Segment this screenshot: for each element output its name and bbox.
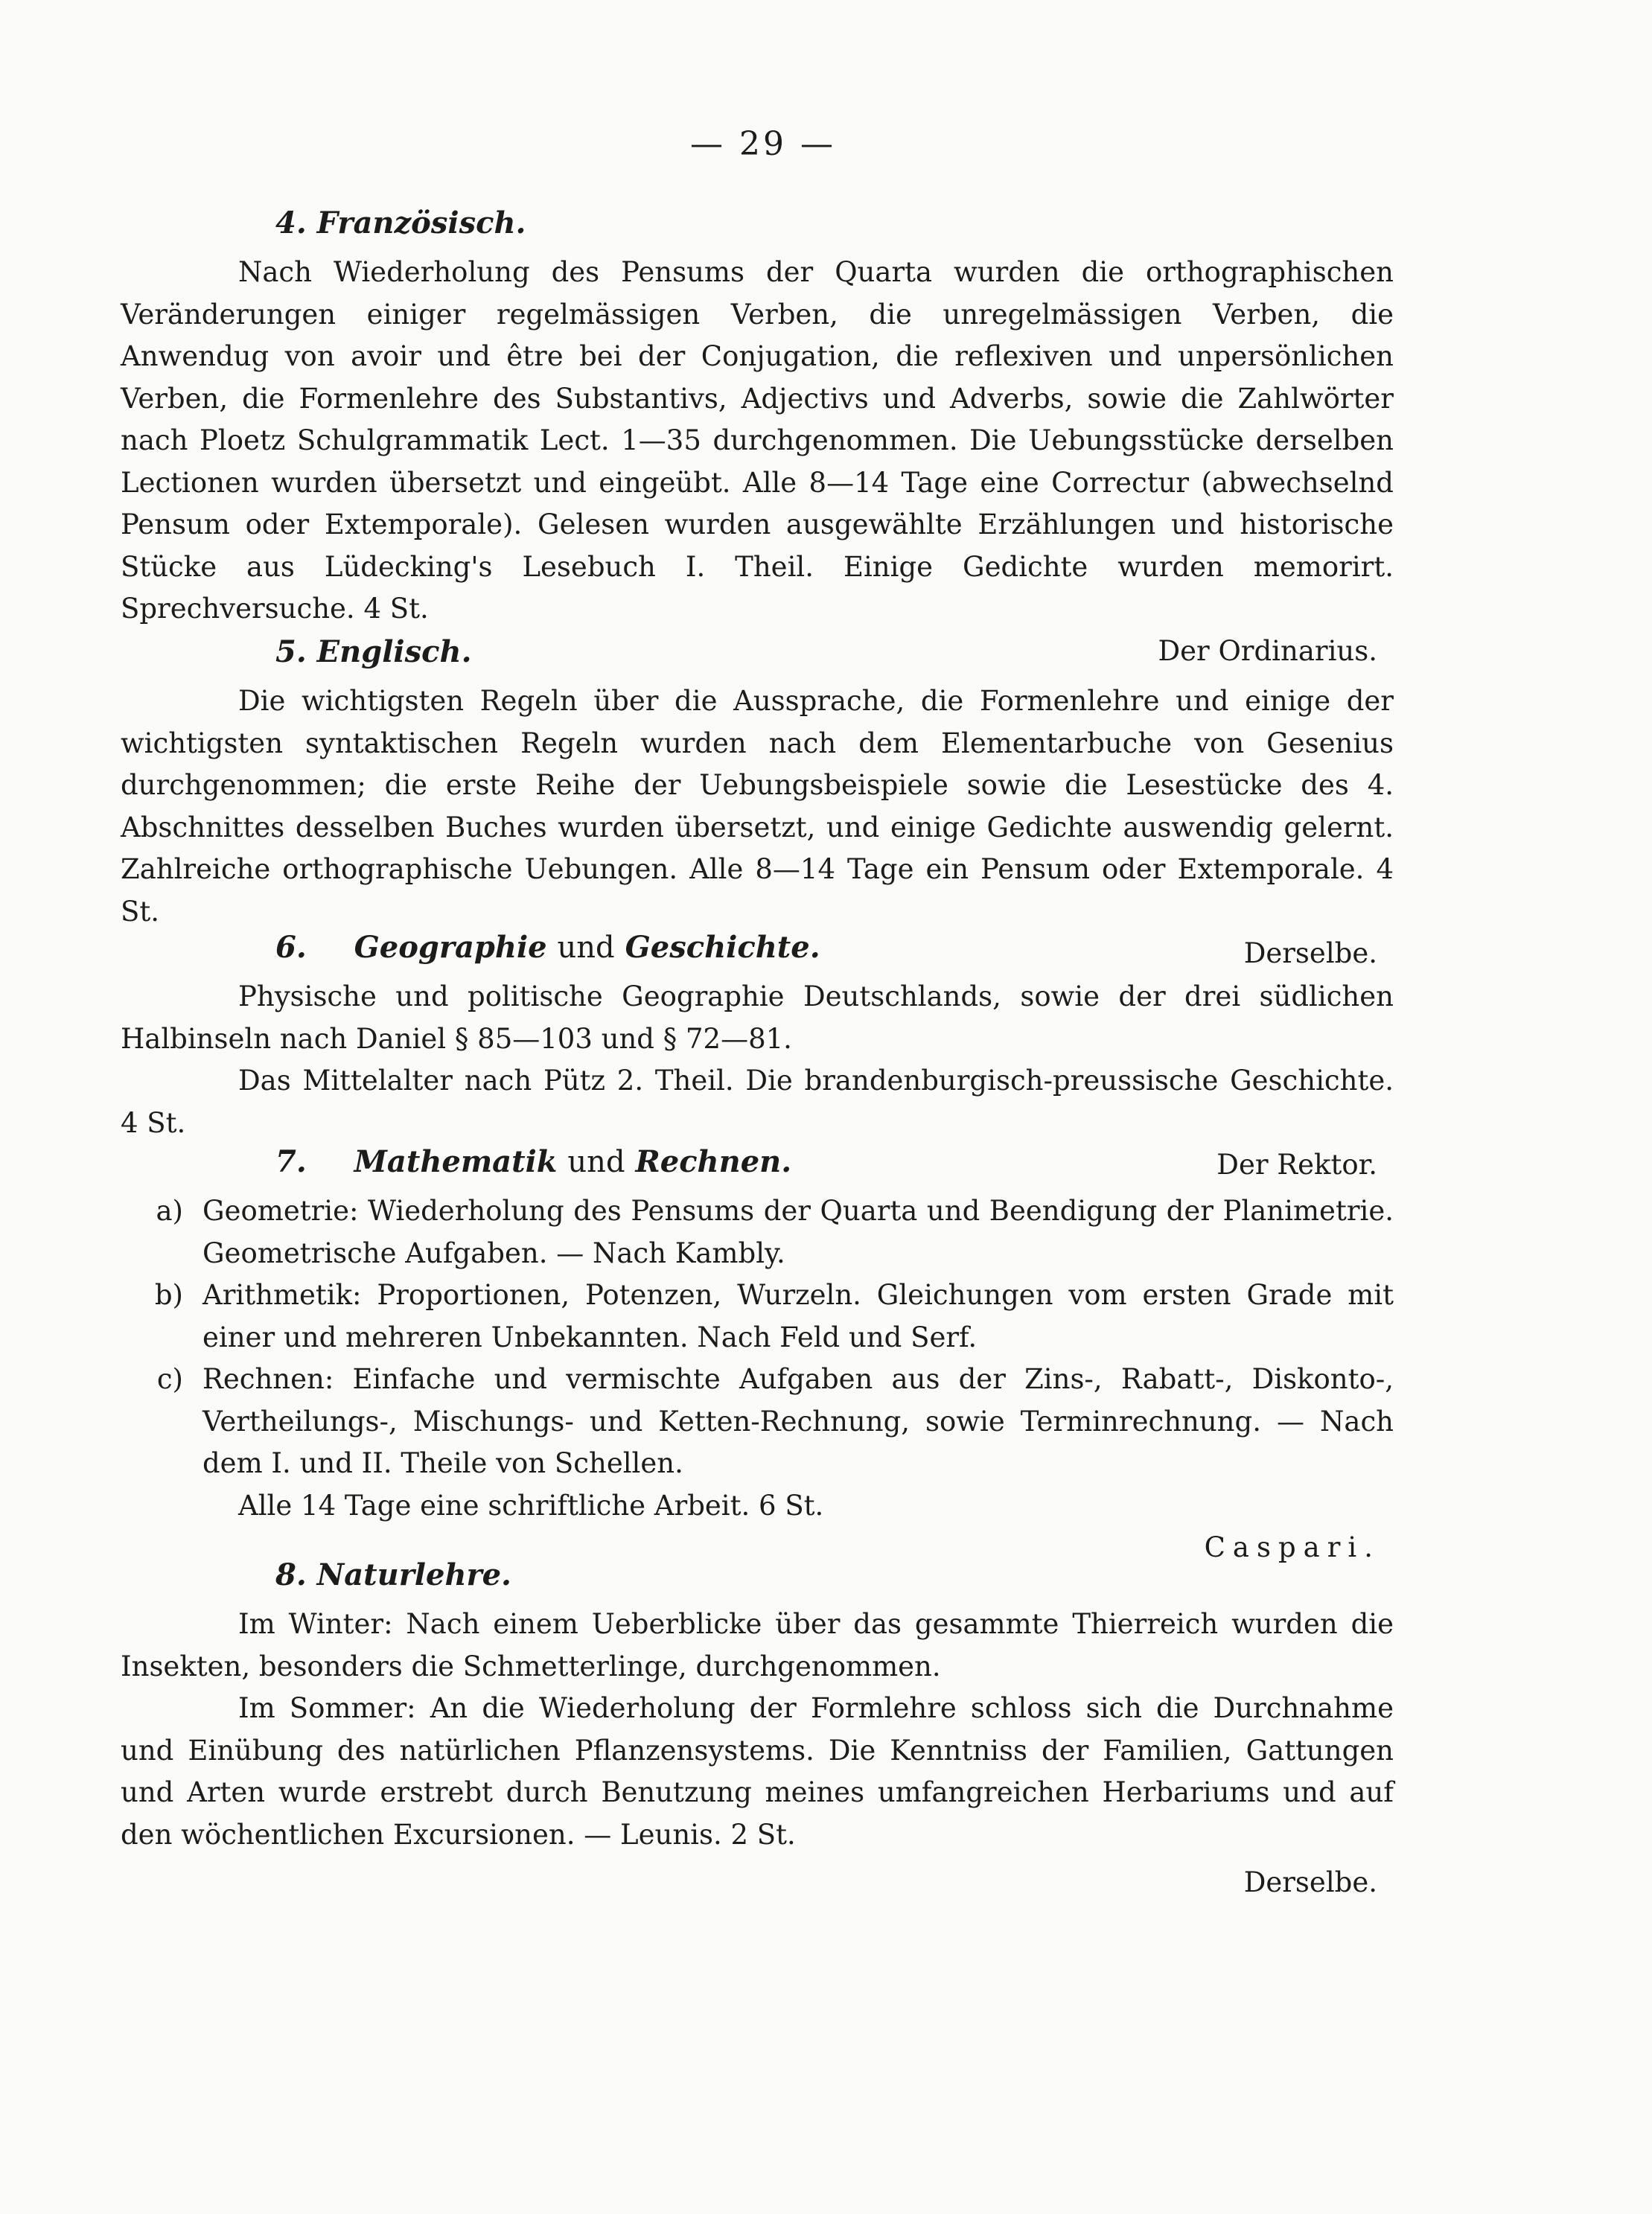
section-paragraph: Die wichtigsten Regeln über die Aussprache, die Formenlehre und einige der wichtigsten syntaktischen Regeln wurden nach dem Elementarbuche von Gesenius durchgenommen; die erste Reihe der Uebungsbeispiele sowie die Lesestücke des 4. Abschnittes desselben Buches wurden übersetzt, und einige Gedichte auswendig gelernt. Zahlreiche orthographische Uebungen. Alle 8—14 Tage ein Pensum oder Extemporale. 4 St. [121,685,1394,928]
list-item-text: Geometrie: Wiederholung des Pensums der Quarta und Beendigung der Planimetrie. Geometrische Aufgaben. — Nach Kambly. [202,1195,1394,1269]
page-number: — 29 — [690,125,836,163]
heading-subject-b: Geschichte. [625,930,820,965]
section-paragraph: Nach Wiederholung des Pensums der Quarta wurden die orthographischen Veränderungen einiger regelmässigen Verben, die unregelmässigen Verben, die Anwendug von avoir und être bei der Conjugation, die reflexiven und unpersönlichen Verben, die Formenlehre des Substantivs, Adjectivs und Adverbs, sowie die Zahlwörter nach Ploetz Schulgrammatik Lect. 1—35 durchgenommen. Die Uebungsstücke derselben Lectionen wurden übersetzt und eingeübt. Alle 8—14 Tage eine Correctur (abwechselnd Pensum oder Extemporale). Gelesen wurden ausgewählte Erzählungen und historische Stücke aus Lüdecking's Lesebuch I. Theil. Einige Gedichte wurden memorirt. Sprechversuche. 4 St. [121,256,1394,625]
heading-conjunction: und [567,1145,625,1179]
section-heading: 8. Naturlehre. [275,1557,511,1592]
section-paragraph: Im Winter: Nach einem Ueberblicke über das gesammte Thierreich wurden die Insekten, besonders die Schmetterlinge, durchgenommen. [121,1608,1394,1682]
list-marker: c) [156,1363,183,1395]
section-signature: Derselbe. [1243,1866,1377,1898]
section-paragraph: Im Sommer: An die Wiederholung der Formlehre schloss sich die Durchnahme und Einübung des natürlichen Pflanzensystems. Die Kenntniss der Familien, Gattungen und Arten wurde erstrebt durch Benutzung meines umfangreichen Herbariums und auf den wöchentlichen Excursionen. — Leunis. 2 St. [121,1692,1394,1851]
list-item-text: Arithmetik: Proportionen, Potenzen, Wurzeln. Gleichungen vom ersten Grade mit einer und mehreren Unbekannten. Nach Feld und Serf. [202,1279,1394,1353]
list-marker: a) [156,1195,183,1227]
list-item-text: Rechnen: Einfache und vermischte Aufgaben aus der Zins-, Rabatt-, Diskonto-, Vertheilungs-, Mischungs- und Ketten-Rechnung, sowie Terminrechnung. — Nach dem I. und II. Theile von Schellen. [202,1363,1394,1479]
section-paragraph: Physische und politische Geographie Deutschlands, sowie der drei südlichen Halbinseln nach Daniel § 85—103 und § 72—81. [121,980,1394,1055]
section-englisch [121,631,1394,974]
section-heading: 4. Französisch. [275,205,526,240]
list-item [121,1275,1394,1359]
heading-subject-a: Mathematik [354,1144,558,1179]
heading-conjunction: und [557,931,615,965]
heading-number: 7. [275,1144,307,1179]
section-signature: Caspari. [1204,1531,1380,1563]
section-franzoesisch [121,202,1394,672]
list-item [121,1359,1394,1485]
section-mathematik-rechnen [121,1141,1394,1569]
section-paragraph: Das Mittelalter nach Pütz 2. Theil. Die brandenburgisch-preussische Geschichte. 4 St. [121,1065,1394,1139]
list-item [121,1190,1394,1275]
list-marker: b) [154,1279,183,1311]
section-signature: Derselbe. [1243,937,1377,969]
section-signature: Der Ordinarius. [1158,634,1377,667]
heading-number: 6. [275,930,307,965]
section-heading [275,1141,1394,1183]
heading-subject-b: Rechnen. [635,1144,792,1179]
section-closing: Alle 14 Tage eine schriftliche Arbeit. 6 St. [238,1489,824,1522]
section-heading: 5. Englisch. [275,634,472,669]
section-naturlehre [121,1554,1394,1904]
section-signature: Der Rektor. [1216,1149,1377,1181]
heading-subject-a: Geographie [354,930,547,965]
section-heading [275,927,1394,969]
